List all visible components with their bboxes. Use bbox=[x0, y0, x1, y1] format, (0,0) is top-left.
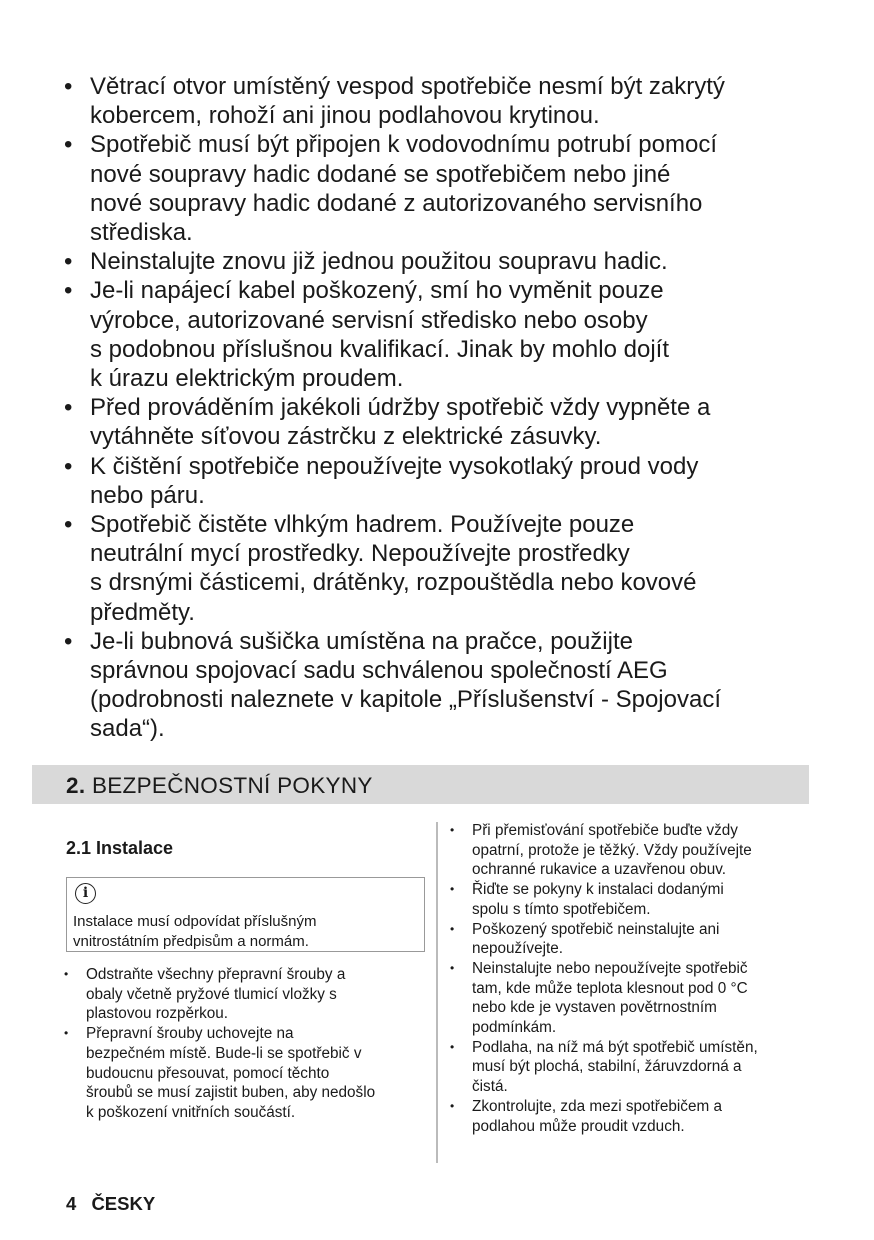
list-item-line: Je-li bubnová sušička umístěna na pračce, použijte bbox=[90, 627, 633, 655]
list-item-line: Odstraňte všechny přepravní šrouby a bbox=[86, 966, 346, 983]
list-item-line: s podobnou příslušnou kvalifikací. Jinak by mohlo dojít bbox=[90, 335, 669, 363]
bullet-icon: • bbox=[64, 967, 69, 981]
list-item-line: Spotřebič musí být připojen k vodovodnímu potrubí pomocí bbox=[90, 131, 717, 159]
list-item-line: spolu s tímto spotřebičem. bbox=[472, 900, 651, 918]
list-item-line: bezpečném místě. Bude-li se spotřebič v bbox=[86, 1044, 362, 1062]
list-item-line: Poškozený spotřebič neinstalujte ani bbox=[472, 920, 720, 938]
bullet-icon: • bbox=[64, 394, 73, 422]
list-item bbox=[62, 72, 725, 130]
page-number: 4 bbox=[66, 1193, 77, 1214]
list-item-line: Řiďte se pokyny k instalaci dodanými bbox=[472, 881, 724, 899]
bullet-icon: • bbox=[64, 1026, 69, 1041]
bullet-icon: • bbox=[64, 248, 73, 276]
list-item-line: správnou spojovací sadu schválenou společností AEG bbox=[90, 657, 668, 685]
list-item bbox=[62, 452, 725, 510]
list-item-line: střediska. bbox=[90, 219, 193, 247]
list-item-line: podlahou může proudit vzduch. bbox=[472, 1117, 685, 1135]
list-item-line: čistá. bbox=[472, 1078, 508, 1096]
list-item-line: opatrní, protože je těžký. Vždy používejte bbox=[472, 841, 752, 859]
list-item-line: nepoužívejte. bbox=[472, 940, 563, 958]
bullet-icon: • bbox=[450, 960, 455, 975]
list-item-line: šroubů se musí zajistit buben, aby nedošlo bbox=[86, 1084, 376, 1102]
list-item-line: obaly včetně pryžové tlumicí vložky s bbox=[86, 985, 337, 1003]
list-item-line: tam, kde může teplota klesnout pod 0 °C bbox=[472, 979, 748, 997]
list-item-line: Neinstalujte znovu již jednou použitou soupravu hadic. bbox=[90, 248, 668, 276]
list-item-line: Větrací otvor umístěný vespod spotřebiče nesmí být zakrytý bbox=[90, 73, 725, 100]
info-note-line: Instalace musí odpovídat příslušným bbox=[73, 913, 317, 930]
bullet-icon: • bbox=[64, 277, 73, 305]
list-item bbox=[450, 821, 758, 880]
list-item bbox=[62, 130, 725, 247]
info-note-text bbox=[73, 912, 316, 951]
list-item bbox=[450, 920, 758, 959]
bullet-icon: • bbox=[64, 627, 73, 655]
safety-instructions-list bbox=[62, 72, 725, 744]
list-item bbox=[62, 276, 725, 393]
section-number: 2. bbox=[66, 773, 86, 798]
bullet-icon: • bbox=[450, 882, 455, 897]
list-item bbox=[450, 959, 758, 1038]
list-item-line: sada“). bbox=[90, 715, 165, 743]
list-item-line: podmínkám. bbox=[472, 1019, 557, 1037]
column-divider bbox=[436, 822, 438, 1163]
list-item-line: nové soupravy hadic dodané se spotřebičem nebo jiné bbox=[90, 160, 671, 188]
section-header-bar bbox=[32, 765, 809, 804]
bullet-icon: • bbox=[64, 131, 73, 159]
info-icon: i bbox=[75, 883, 96, 904]
list-item-line: nové soupravy hadic dodané z autorizovaného servisního bbox=[90, 189, 703, 217]
list-item bbox=[62, 510, 725, 627]
list-item-line: k poškození vnitřních součástí. bbox=[86, 1103, 296, 1121]
list-item bbox=[450, 880, 758, 919]
list-item-line: předměty. bbox=[90, 598, 195, 626]
page-footer bbox=[66, 1193, 155, 1215]
list-item bbox=[450, 1097, 758, 1136]
section-title-text: BEZPEČNOSTNÍ POKYNY bbox=[91, 773, 373, 798]
list-item-line: s drsnými částicemi, drátěnky, rozpouštědla nebo kovové bbox=[90, 569, 697, 597]
list-item-line: k úrazu elektrickým proudem. bbox=[90, 365, 404, 393]
list-item bbox=[62, 627, 725, 744]
list-item-line: musí být plochá, stabilní, žáruvzdorná a bbox=[472, 1058, 742, 1076]
list-item-line: K čištění spotřebiče nepoužívejte vysokotlaký proud vody bbox=[90, 452, 699, 480]
list-item-line: plastovou rozpěrkou. bbox=[86, 1005, 229, 1023]
list-item bbox=[62, 393, 725, 451]
list-item-line: Před prováděním jakékoli údržby spotřebič vždy vypněte a bbox=[90, 394, 711, 422]
bullet-icon: • bbox=[64, 511, 73, 539]
list-item-line: Neinstalujte nebo nepoužívejte spotřebič bbox=[472, 959, 748, 977]
section-title bbox=[66, 773, 373, 799]
info-note-line: vnitrostátním předpisům a normám. bbox=[73, 932, 309, 950]
list-item-line: nebo kde je vystaven povětrnostním bbox=[472, 999, 717, 1017]
list-item bbox=[450, 1038, 758, 1097]
subsection-title: 2.1 Instalace bbox=[66, 838, 174, 858]
list-item-line: budoucnu přesouvat, pomocí těchto bbox=[86, 1064, 330, 1082]
bullet-icon: • bbox=[450, 1039, 455, 1054]
list-item-line: Je-li napájecí kabel poškozený, smí ho vyměnit pouze bbox=[90, 277, 664, 305]
list-item-line: kobercem, rohoží ani jinou podlahovou krytinou. bbox=[90, 102, 600, 130]
installation-list-left bbox=[64, 965, 375, 1123]
list-item bbox=[64, 965, 375, 1024]
list-item-line: nebo páru. bbox=[90, 481, 205, 509]
info-note-box bbox=[66, 877, 425, 952]
list-item-line: Přepravní šrouby uchovejte na bbox=[86, 1025, 294, 1043]
list-item-line: výrobce, autorizované servisní středisko nebo osoby bbox=[90, 306, 648, 334]
list-item-line: ochranné rukavice a uzavřenou obuv. bbox=[472, 861, 726, 879]
bullet-icon: • bbox=[64, 452, 73, 480]
installation-list-right bbox=[450, 821, 758, 1136]
bullet-icon: • bbox=[450, 1098, 455, 1113]
bullet-icon: • bbox=[450, 823, 455, 837]
list-item-line: Podlaha, na níž má být spotřebič umístěn, bbox=[472, 1038, 758, 1056]
bullet-icon: • bbox=[64, 73, 73, 100]
list-item bbox=[64, 1024, 375, 1123]
footer-language: ČESKY bbox=[91, 1193, 156, 1214]
list-item-line: (podrobnosti naleznete v kapitole „Příslušenství - Spojovací bbox=[90, 686, 721, 714]
list-item-line: vytáhněte síťovou zástrčku z elektrické zásuvky. bbox=[90, 423, 602, 451]
list-item-line: Zkontrolujte, zda mezi spotřebičem a bbox=[472, 1097, 722, 1115]
bullet-icon: • bbox=[450, 921, 455, 936]
list-item-line: Spotřebič čistěte vlhkým hadrem. Používejte pouze bbox=[90, 511, 635, 539]
list-item-line: neutrální mycí prostředky. Nepoužívejte prostředky bbox=[90, 540, 630, 568]
list-item bbox=[62, 247, 725, 276]
list-item-line: Při přemisťování spotřebiče buďte vždy bbox=[472, 822, 738, 839]
